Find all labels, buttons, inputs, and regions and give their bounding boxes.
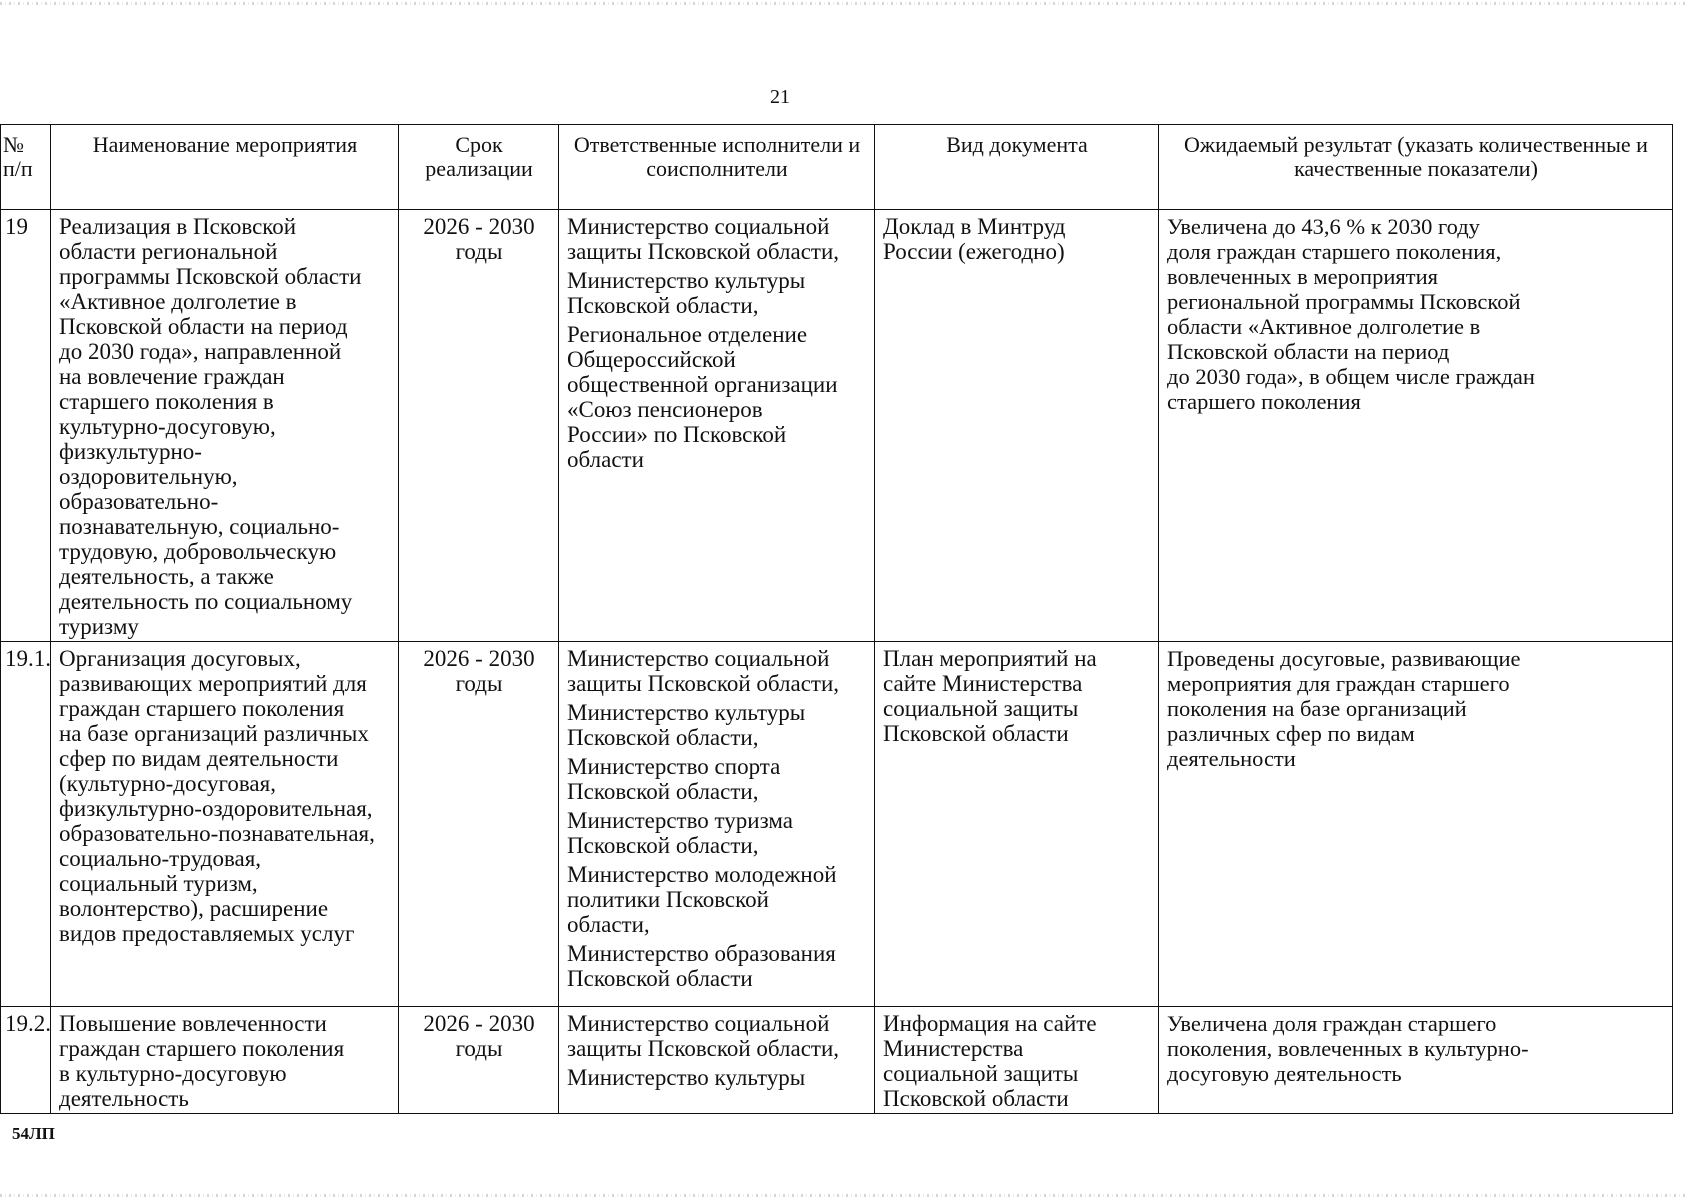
executor-item: Региональное отделение Общероссийской общественной организации «Союз пенсионеров России» по Псковской области [567, 322, 838, 472]
executor-item: Министерство социальной защиты Псковской области, [567, 214, 840, 264]
document-code: 54ЛП [12, 1124, 55, 1143]
header-result: Ожидаемый результат (указать количественные и качественные показатели) [1159, 125, 1673, 210]
row-num: 19.1. [1, 642, 51, 1007]
table-header-row [1, 125, 1673, 210]
row-executors [559, 642, 875, 1007]
row-term: 2026 - 2030 годы [399, 210, 559, 642]
row-doc: Доклад в Минтруд России (ежегодно) [875, 210, 1159, 642]
header-term: Срок реализации [399, 125, 559, 210]
header-executors: Ответственные исполнители и соисполнители [559, 125, 875, 210]
header-doc: Вид документа [875, 125, 1159, 210]
scan-edge-bottom [0, 1194, 1686, 1197]
row-doc: План мероприятий на сайте Министерства социальной защиты Псковской области [875, 642, 1159, 1007]
row-result: Проведены досуговые, развивающие мероприятия для граждан старшего поколения на базе организаций различных сфер по видам деятельности [1159, 642, 1673, 1007]
row-num: 19.2. [1, 1007, 51, 1114]
table-row [1, 1007, 1673, 1114]
row-term: 2026 - 2030 годы [399, 1007, 559, 1114]
table-row [1, 642, 1673, 1007]
table-row [1, 210, 1673, 642]
row-name: Повышение вовлеченности граждан старшего поколения в культурно-досуговую деятельность [51, 1007, 399, 1114]
executor-item: Министерство молодежной политики Псковской области, [567, 862, 837, 937]
row-name: Организация досуговых, развивающих мероприятий для граждан старшего поколения на базе организаций различных сфер по видам деятельности (культурно-досуговая, физкультурно-оздоровительная, образовательно-познавательная, социально-трудовая, социальный туризм, волонтерство), расширение видов предоставляемых услуг [51, 642, 399, 1007]
executor-item: Министерство культуры [567, 1065, 806, 1090]
row-result: Увеличена до 43,6 % к 2030 году доля граждан старшего поколения, вовлеченных в мероприятия региональной программы Псковской области «Активное долголетие в Псковской области на период до 2030 года», в общем числе граждан старшего поколения [1159, 210, 1673, 642]
executor-item: Министерство культуры Псковской области, [567, 700, 806, 750]
row-executors [559, 210, 875, 642]
executor-item: Министерство социальной защиты Псковской области, [567, 646, 840, 696]
row-executors [559, 1007, 875, 1114]
executor-item: Министерство спорта Псковской области, [567, 754, 781, 804]
executor-item: Министерство образования Псковской области [567, 941, 836, 991]
row-result: Увеличена доля граждан старшего поколения, вовлеченных в культурно- досуговую деятельность [1159, 1007, 1673, 1114]
row-num: 19 [1, 210, 51, 642]
activities-table [0, 124, 1673, 1114]
header-num: № п/п [1, 125, 51, 210]
row-name: Реализация в Псковской области региональной программы Псковской области «Активное долголетие в Псковской области на период до 2030 года», направленной на вовлечение граждан старшего поколения в культурно-досуговую, физкультурно- оздоровительную, образовательно- познавательную, социально- трудовую, добровольческую деятельность, а также деятельность по социальному туризму [51, 210, 399, 642]
scan-edge-top [0, 2, 1686, 5]
executor-item: Министерство социальной защиты Псковской области, [567, 1011, 840, 1061]
executor-item: Министерство туризма Псковской области, [567, 808, 793, 858]
header-name: Наименование мероприятия [51, 125, 399, 210]
page-number: 21 [770, 86, 790, 108]
row-term: 2026 - 2030 годы [399, 642, 559, 1007]
executor-item: Министерство культуры Псковской области, [567, 268, 806, 318]
row-doc: Информация на сайте Министерства социальной защиты Псковской области [875, 1007, 1159, 1114]
